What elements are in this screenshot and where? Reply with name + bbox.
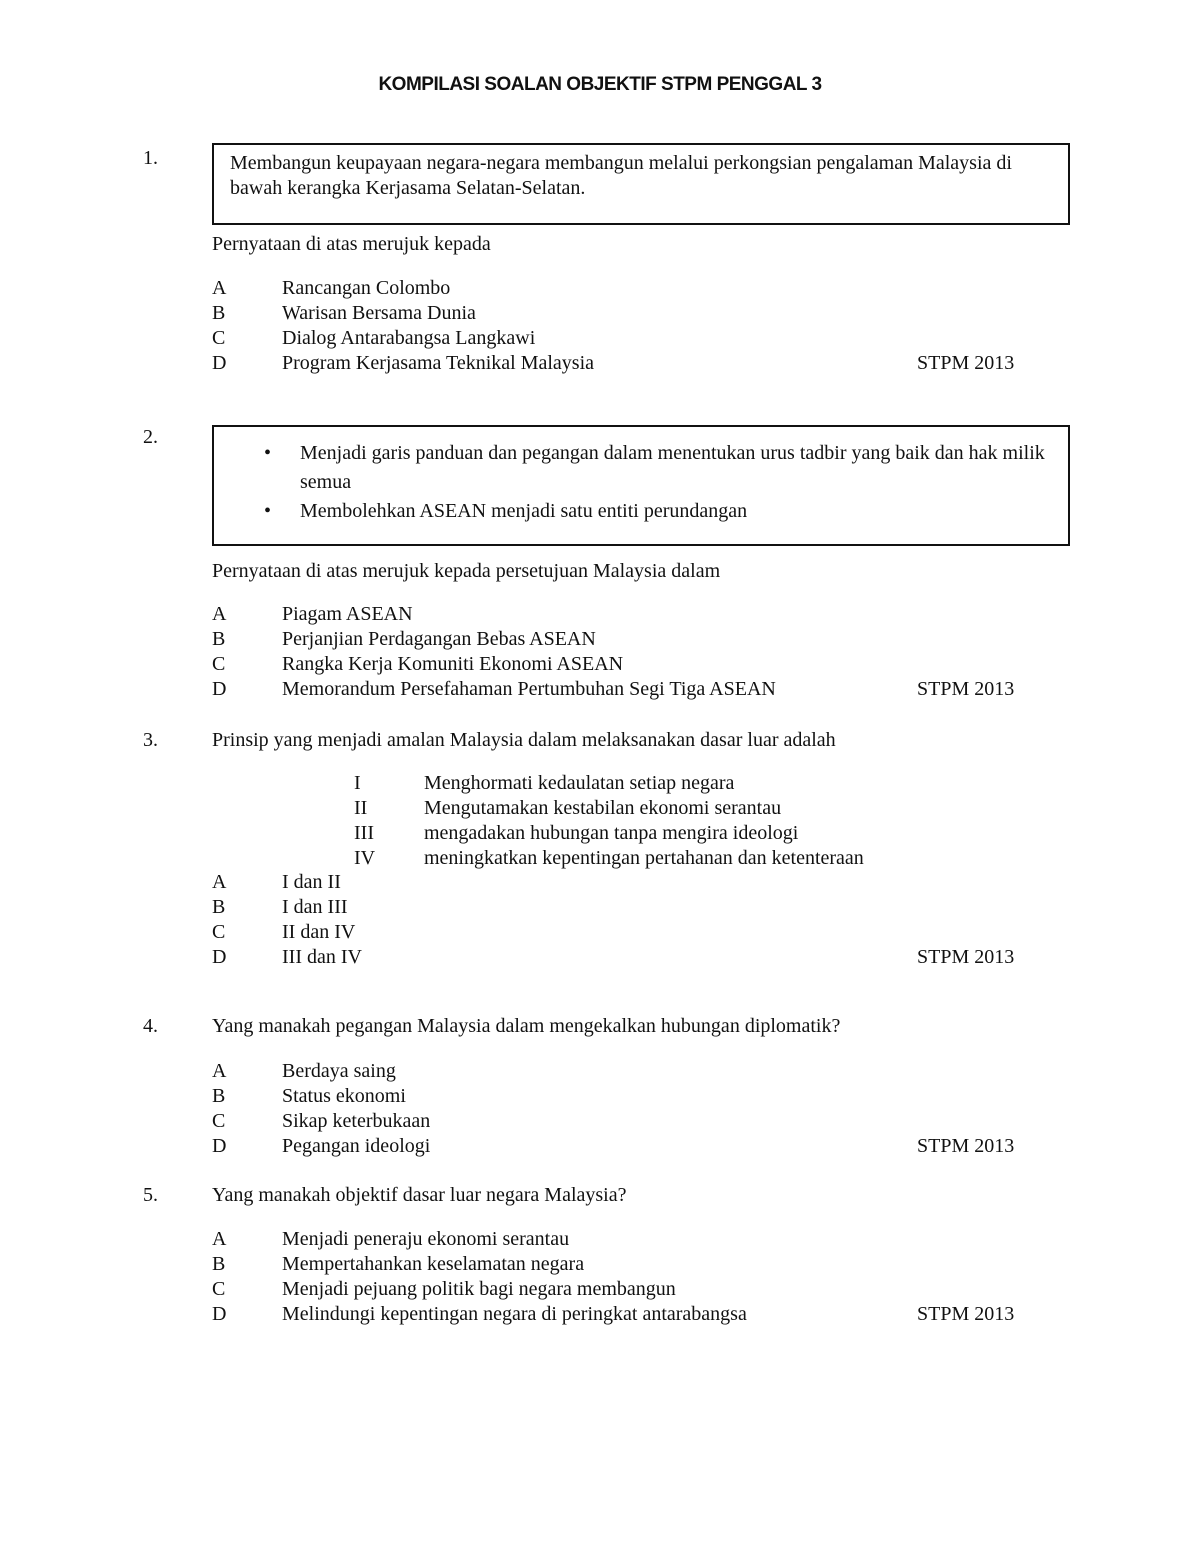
- option-letter: B: [212, 896, 226, 918]
- option-a[interactable]: [212, 602, 1032, 627]
- option-text: I dan II: [282, 871, 341, 893]
- option-letter: D: [212, 1303, 227, 1325]
- question-number: 4.: [143, 1015, 158, 1037]
- option-d[interactable]: [212, 945, 1032, 970]
- statement-item: [354, 771, 954, 796]
- option-d[interactable]: [212, 351, 1032, 376]
- question-number: 1.: [143, 147, 158, 169]
- statement-text: Menghormati kedaulatan setiap negara: [424, 772, 735, 794]
- statement-text: meningkatkan kepentingan pertahanan dan ketenteraan: [424, 847, 864, 869]
- option-c[interactable]: [212, 652, 1032, 677]
- answer-options: [212, 602, 1032, 702]
- statement-item: [354, 821, 954, 846]
- option-letter: A: [212, 871, 227, 893]
- question-stem: Pernyataan di atas merujuk kepada: [212, 233, 491, 255]
- option-letter: A: [212, 603, 227, 625]
- statement-item: [354, 796, 954, 821]
- option-b[interactable]: [212, 895, 1032, 920]
- question-stem: Yang manakah pegangan Malaysia dalam mengekalkan hubungan diplomatik?: [212, 1015, 841, 1037]
- option-letter: A: [212, 1060, 227, 1082]
- option-letter: B: [212, 302, 226, 324]
- option-letter: C: [212, 1278, 226, 1300]
- option-letter: D: [212, 352, 227, 374]
- source-tag: STPM 2013: [917, 352, 1015, 374]
- option-a[interactable]: [212, 1227, 1032, 1252]
- option-letter: C: [212, 921, 226, 943]
- bullet-text: Menjadi garis panduan dan pegangan dalam menentukan urus tadbir yang baik dan hak milik semua: [300, 442, 1045, 493]
- statement-box: [212, 425, 1070, 546]
- option-text: Memorandum Persefahaman Pertumbuhan Segi Tiga ASEAN: [282, 678, 776, 700]
- option-text: Mempertahankan keselamatan negara: [282, 1253, 585, 1275]
- option-b[interactable]: [212, 627, 1032, 652]
- answer-options: [212, 870, 1032, 970]
- statement-item: [354, 846, 954, 871]
- option-d[interactable]: [212, 1302, 1032, 1327]
- option-letter: D: [212, 946, 227, 968]
- source-tag: STPM 2013: [917, 1135, 1015, 1157]
- statement-list: [354, 771, 954, 871]
- bullet-text: Membolehkan ASEAN menjadi satu entiti perundangan: [300, 500, 748, 522]
- option-c[interactable]: [212, 1109, 1032, 1134]
- option-text: I dan III: [282, 896, 348, 918]
- option-text: Melindungi kepentingan negara di peringkat antarabangsa: [282, 1303, 747, 1325]
- option-letter: A: [212, 1228, 227, 1250]
- bullet-icon: •: [264, 500, 272, 522]
- statement-text: Membangun keupayaan negara-negara membangun melalui perkongsian pengalaman Malaysia di bawah kerangka Kerjasama Selatan-Selatan.: [230, 152, 1012, 199]
- source-tag: STPM 2013: [917, 678, 1015, 700]
- option-letter: C: [212, 327, 226, 349]
- option-c[interactable]: [212, 326, 1032, 351]
- option-text: Perjanjian Perdagangan Bebas ASEAN: [282, 628, 596, 650]
- source-tag: STPM 2013: [917, 946, 1015, 968]
- option-letter: C: [212, 1110, 226, 1132]
- option-letter: B: [212, 1085, 226, 1107]
- question-number: 3.: [143, 729, 158, 751]
- option-letter: B: [212, 1253, 226, 1275]
- option-b[interactable]: [212, 301, 1032, 326]
- question-stem: Prinsip yang menjadi amalan Malaysia dalam melaksanakan dasar luar adalah: [212, 729, 836, 751]
- source-tag: STPM 2013: [917, 1303, 1015, 1325]
- option-text: Sikap keterbukaan: [282, 1110, 431, 1132]
- statement-box: [212, 143, 1070, 225]
- option-a[interactable]: [212, 276, 1032, 301]
- statement-numeral: I: [354, 772, 361, 794]
- statement-text: mengadakan hubungan tanpa mengira ideologi: [424, 822, 799, 844]
- option-d[interactable]: [212, 677, 1032, 702]
- option-text: Status ekonomi: [282, 1085, 406, 1107]
- option-text: Warisan Bersama Dunia: [282, 302, 476, 324]
- option-text: Rangka Kerja Komuniti Ekonomi ASEAN: [282, 653, 624, 675]
- option-letter: D: [212, 1135, 227, 1157]
- option-text: Berdaya saing: [282, 1060, 396, 1082]
- option-c[interactable]: [212, 920, 1032, 945]
- option-letter: D: [212, 678, 227, 700]
- answer-options: [212, 1227, 1032, 1327]
- option-text: Dialog Antarabangsa Langkawi: [282, 327, 536, 349]
- bullet-icon: •: [264, 442, 272, 464]
- question-stem: Pernyataan di atas merujuk kepada persetujuan Malaysia dalam: [212, 560, 721, 582]
- option-text: Menjadi pejuang politik bagi negara membangun: [282, 1278, 676, 1300]
- question-number: 2.: [143, 426, 158, 448]
- option-letter: B: [212, 628, 226, 650]
- option-c[interactable]: [212, 1277, 1032, 1302]
- question-number: 5.: [143, 1184, 158, 1206]
- option-a[interactable]: [212, 870, 1032, 895]
- option-text: Pegangan ideologi: [282, 1135, 431, 1157]
- option-a[interactable]: [212, 1059, 1032, 1084]
- bullet-item: [214, 439, 1054, 497]
- option-text: II dan IV: [282, 921, 356, 943]
- answer-options: [212, 276, 1032, 376]
- option-text: Piagam ASEAN: [282, 603, 413, 625]
- option-d[interactable]: [212, 1134, 1032, 1159]
- statement-numeral: II: [354, 797, 368, 819]
- option-letter: A: [212, 277, 227, 299]
- document-title: KOMPILASI SOALAN OBJEKTIF STPM PENGGAL 3: [378, 74, 822, 95]
- answer-options: [212, 1059, 1032, 1159]
- option-text: III dan IV: [282, 946, 362, 968]
- option-b[interactable]: [212, 1084, 1032, 1109]
- option-text: Menjadi peneraju ekonomi serantau: [282, 1228, 570, 1250]
- statement-numeral: IV: [354, 847, 376, 869]
- question-stem: Yang manakah objektif dasar luar negara Malaysia?: [212, 1184, 627, 1206]
- option-text: Program Kerjasama Teknikal Malaysia: [282, 352, 595, 374]
- option-letter: C: [212, 653, 226, 675]
- bullet-item: [214, 497, 1054, 526]
- option-text: Rancangan Colombo: [282, 277, 451, 299]
- statement-text: Mengutamakan kestabilan ekonomi serantau: [424, 797, 782, 819]
- statement-numeral: III: [354, 822, 374, 844]
- option-b[interactable]: [212, 1252, 1032, 1277]
- bullet-list: [214, 439, 1054, 526]
